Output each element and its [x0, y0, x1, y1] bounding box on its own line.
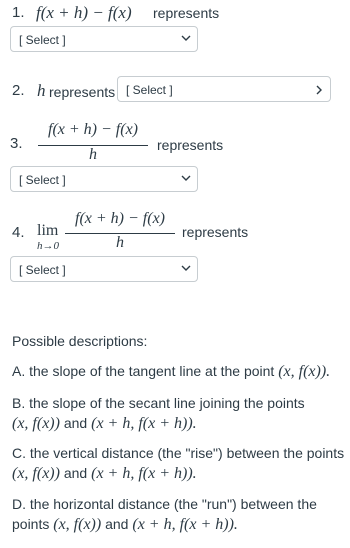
description-a-math: (x, f(x)). [278, 363, 331, 380]
description-d-math2: (x + h, f(x + h)). [132, 516, 238, 533]
q4-number: 4. [12, 224, 25, 241]
description-d-points: points [12, 516, 50, 532]
q4-represents-text: represents [182, 224, 249, 240]
description-d-line1: D. the horizontal distance (the "run") between the [12, 496, 317, 512]
q4-numerator: f(x + h) − f(x) [75, 210, 165, 227]
q4-fraction [63, 210, 177, 228]
description-b-math2: (x + h, f(x + h)). [91, 415, 197, 432]
description-a [12, 361, 330, 382]
q4-select[interactable] [10, 256, 198, 282]
q1-select-value: [ Select ] [19, 33, 66, 47]
description-d-line2 [12, 514, 238, 535]
description-a-text: A. the slope of the tangent line at the point [12, 363, 275, 379]
q3-select-value: [ Select ] [19, 173, 66, 187]
q3-number: 3. [10, 135, 23, 152]
description-d-and: and [105, 516, 129, 532]
q3-represents-text: represents [157, 137, 224, 153]
chevron-down-icon [181, 262, 191, 274]
q4-select-value: [ Select ] [19, 263, 66, 277]
q2-select-value: [ Select ] [126, 83, 173, 97]
description-d-math1: (x, f(x)) [53, 516, 102, 533]
description-b-math1: (x, f(x)) [12, 415, 60, 432]
q4-lim: lim [37, 222, 59, 239]
chevron-right-icon [314, 84, 324, 96]
description-c-and: and [63, 465, 88, 481]
description-b-line1: B. the slope of the secant line joining the points [12, 395, 305, 411]
q3-numerator: f(x + h) − f(x) [48, 121, 138, 138]
descriptions-heading: Possible descriptions: [12, 333, 148, 349]
description-c-line1: C. the vertical distance (the "rise") between the points [12, 445, 345, 461]
description-b-and: and [63, 415, 88, 431]
q1-select[interactable] [10, 26, 198, 52]
q3-select[interactable] [10, 166, 198, 192]
q2-number: 2. [12, 82, 25, 99]
q2-expression: h [37, 81, 46, 100]
q4-denominator: h [116, 234, 124, 251]
q4-denominator-wrap [63, 234, 177, 252]
description-c-math2: (x + h, f(x + h)). [91, 465, 197, 482]
q3-denominator-wrap [36, 146, 150, 164]
q3-denominator: h [89, 146, 97, 163]
q1-represents-text: represents [153, 5, 220, 21]
chevron-down-icon [181, 172, 191, 184]
q2-select[interactable] [117, 76, 331, 102]
q1-number: 1. [12, 4, 25, 21]
q2-represents-text: represents [49, 84, 116, 100]
description-c-line2 [12, 463, 197, 484]
q4-lim-subscript: h→0 [37, 240, 59, 252]
description-c-math1: (x, f(x)) [12, 465, 60, 482]
q3-fraction [36, 121, 150, 139]
description-b-line2 [12, 413, 197, 434]
q1-expression: f(x + h) − f(x) [36, 3, 132, 22]
chevron-down-icon [181, 32, 191, 44]
